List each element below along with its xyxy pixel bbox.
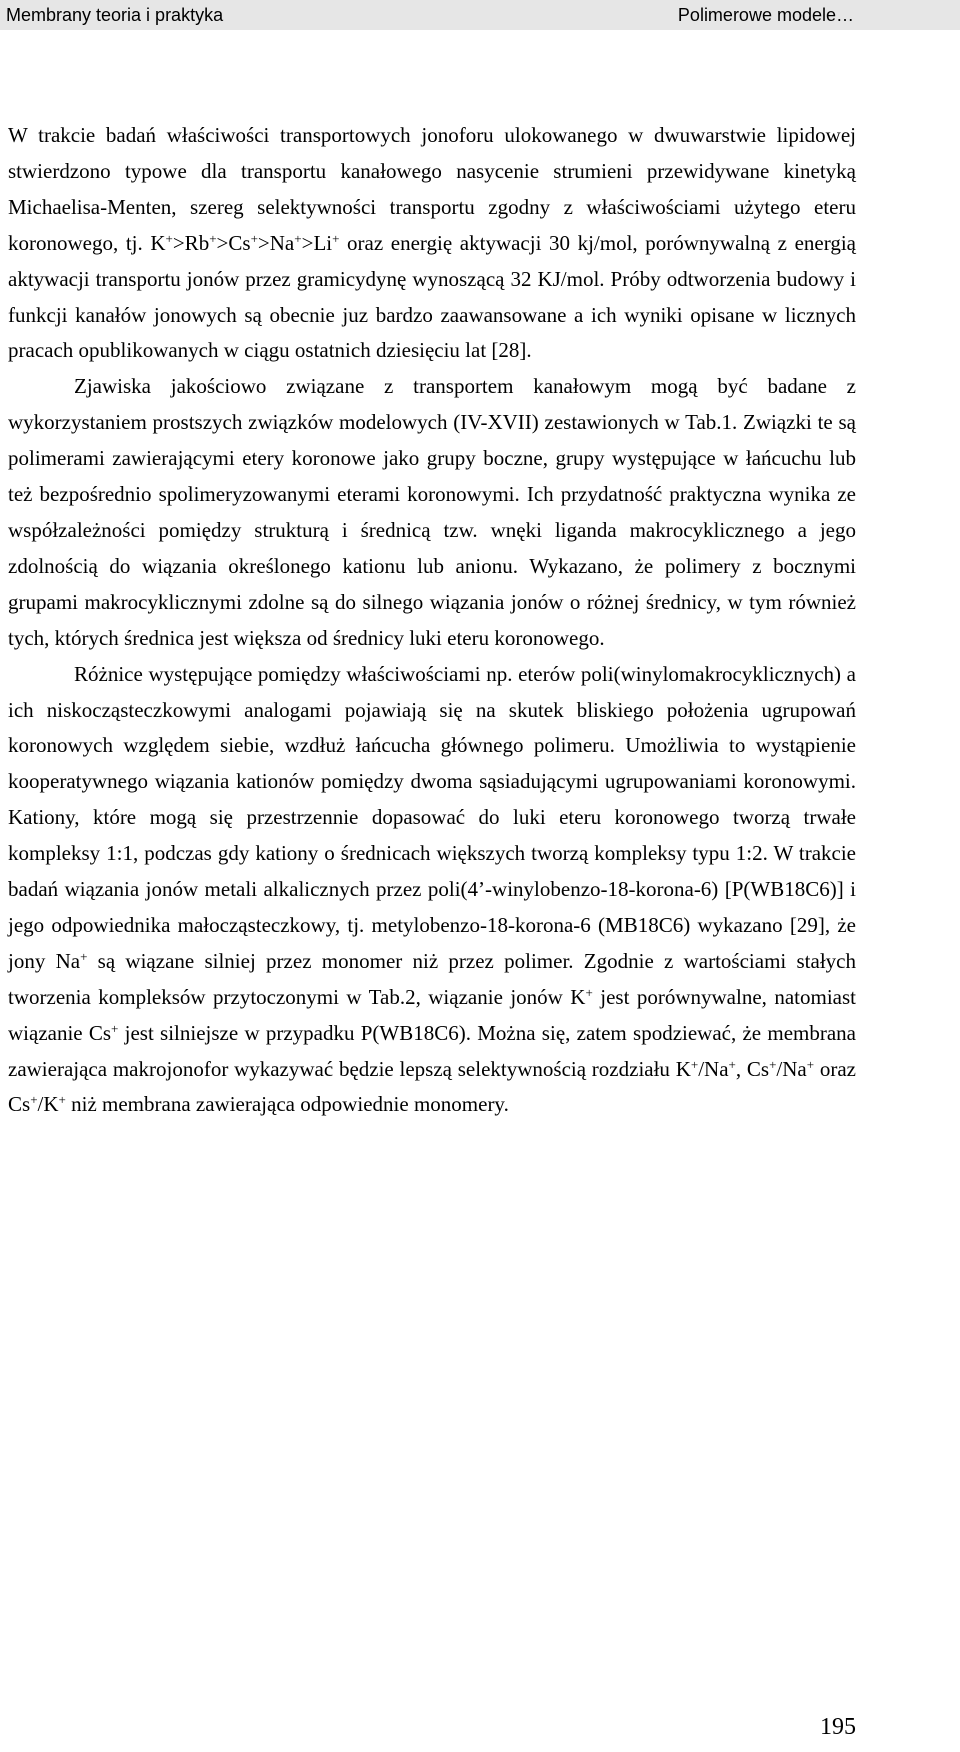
paragraph-2: Zjawiska jakościowo związane z transportem kanałowym mogą być badane z wykorzystaniem prostszych związków modelowych (IV-XVII) zestawionych w Tab.1. Związki te są polimerami zawierającymi etery koronowe jako grupy boczne, grupy występujące w łańcuchu lub też bezpośrednio spolimeryzowanymi eterami koronowymi. Ich przydatność praktyczna wynika ze współzależności pomiędzy strukturą i średnicą tzw. wnęki liganda makrocyklicznego a jego zdolnością do wiązania określonego kationu lub anionu. Wykazano, że polimery z bocznymi grupami makrocyklicznymi zdolne są do silnego wiązania jonów o różnej średnicy, w tym również tych, których średnica jest większa od średnicy luki eteru koronowego. bbox=[8, 374, 856, 650]
body-text bbox=[8, 118, 856, 1123]
paragraph-3: Różnice występujące pomiędzy właściwościami np. eterów poli(winylomakrocyklicznych) a ich niskocząsteczkowymi analogami pojawiają się na skutek bliskiego położenia ugrupowań koronowych względem siebie, wzdłuż łańcucha głównego polimeru. Umożliwia to wystąpienie kooperatywnego wiązania kationów pomiędzy dwoma sąsiadującymi ugrupowaniami koronowymi. Kationy, które mogą się przestrzennie dopasować do luki eteru koronowego tworzą trwałe kompleksy 1:1, podczas gdy kationy o średnicach większych tworzą kompleksy typu 1:2. W trakcie badań wiązania jonów metali alkalicznych przez poli(4’-winylobenzo-18-korona-6) [P(WB18C6)] i jego odpowiednika małocząsteczkowy, tj. metylobenzo-18-korona-6 (MB18C6) wykazano [29], że jony Na+ są wiązane silniej przez monomer niż przez polimer. Zgodnie z wartościami stałych tworzenia kompleksów przytoczonymi w Tab.2, wiązanie jonów K+ jest porównywalne, natomiast wiązanie Cs+ jest silniejsze w przypadku P(WB18C6). Można się, zatem spodziewać, że membrana zawierająca makrojonofor wykazywać będzie lepszą selektywnością rozdziału K+/Na+, Cs+/Na+ oraz Cs+/K+ niż membrana zawierająca odpowiednie monomery. bbox=[8, 661, 856, 1117]
header-right-title: Polimerowe modele… bbox=[677, 5, 854, 25]
page-header bbox=[0, 0, 960, 30]
paragraph-1: W trakcie badań właściwości transportowych jonoforu ulokowanego w dwuwarstwie lipidowej stwierdzono typowe dla transportu kanałowego nasycenie strumieni przewidywane kinetyką Michaelisa-Menten, szereg selektywności transportu zgodny z właściwościami użytego eteru koronowego, tj. K+>Rb+>Cs+>Na+>Li+ oraz energię aktywacji 30 kj/mol, porównywalną z energią aktywacji transportu jonów przez gramicydynę wynoszącą 32 KJ/mol. Próby odtworzenia budowy i funkcji kanałów jonowych są obecnie juz bardzo zaawansowane a ich wyniki opisane w licznych pracach opublikowanych w ciągu ostatnich dziesięciu lat [28]. bbox=[8, 123, 856, 363]
page-number: 195 bbox=[820, 1714, 856, 1740]
header-left-title: Membrany teoria i praktyka bbox=[6, 5, 224, 25]
